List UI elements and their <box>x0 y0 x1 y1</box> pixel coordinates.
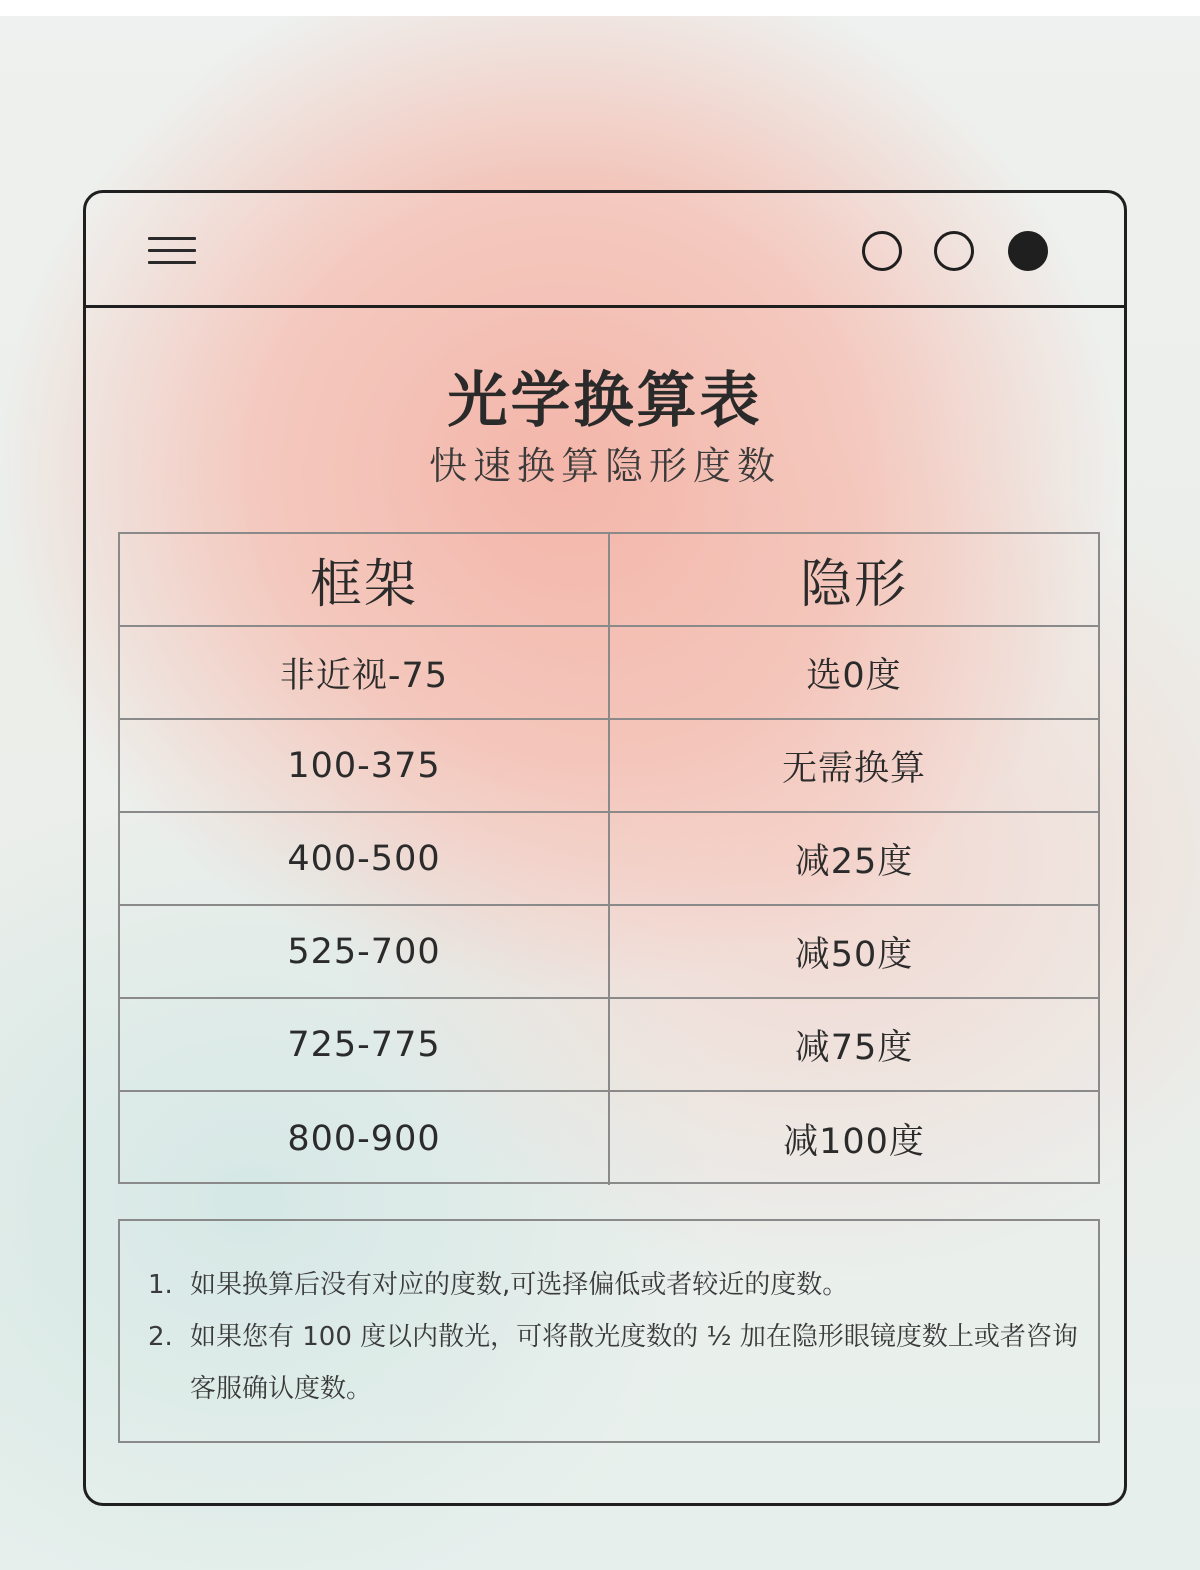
frame-value-cell: 725-775 <box>120 999 610 1090</box>
window-control-circle-filled[interactable] <box>1008 231 1048 271</box>
contact-value-cell: 无需换算 <box>781 748 926 789</box>
column-header-contact: 隐形 <box>799 555 908 615</box>
frame-value-cell: 非近视-75 <box>120 627 610 718</box>
note-text: 如果您有 100 度以内散光，可将散光度数的 ½ 加在隐形眼镜度数上或者咨询客服确认度数。 <box>190 1322 1078 1404</box>
contact-value-cell: 减100度 <box>783 1121 925 1162</box>
app-window <box>83 190 1127 1506</box>
frame-value-cell: 525-700 <box>120 906 610 997</box>
page-subtitle: 快速换算隐形度数 <box>428 444 781 488</box>
notes-box <box>118 1219 1100 1443</box>
frame-value-cell: 400-500 <box>120 813 610 904</box>
table-row <box>120 813 1098 906</box>
note-item <box>148 1259 1078 1311</box>
note-text: 如果换算后没有对应的度数,可选择偏低或者较近的度数。 <box>190 1270 849 1300</box>
frame-value-cell: 100-375 <box>120 720 610 811</box>
column-header-frame: 框架 <box>120 534 610 625</box>
contact-value-cell: 选0度 <box>806 655 902 696</box>
frame-value-cell: 800-900 <box>120 1092 610 1185</box>
page-title: 光学换算表 <box>447 366 763 436</box>
table-row <box>120 627 1098 720</box>
contact-value-cell: 减75度 <box>794 1027 914 1068</box>
table-row <box>120 906 1098 999</box>
window-titlebar <box>86 193 1124 308</box>
table-header-row <box>120 534 1098 627</box>
window-control-circle-1[interactable] <box>862 231 902 271</box>
top-strip <box>0 0 1200 16</box>
hamburger-menu-icon[interactable] <box>148 237 196 265</box>
note-item <box>148 1311 1078 1415</box>
table-row <box>120 999 1098 1092</box>
note-number: 2. <box>148 1322 173 1352</box>
conversion-table <box>118 532 1100 1184</box>
table-row <box>120 720 1098 813</box>
note-number: 1. <box>148 1270 173 1300</box>
contact-value-cell: 减50度 <box>794 934 914 975</box>
contact-value-cell: 减25度 <box>794 841 914 882</box>
table-row <box>120 1092 1098 1185</box>
window-control-circle-2[interactable] <box>934 231 974 271</box>
